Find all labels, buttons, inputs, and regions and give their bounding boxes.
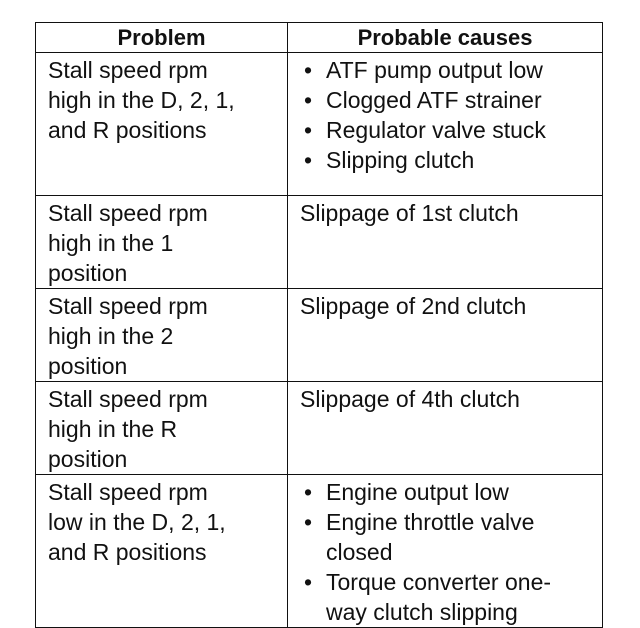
causes-cell — [288, 196, 603, 289]
bullet-icon: • — [304, 57, 313, 83]
problem-line: position — [48, 353, 128, 379]
problem-line: high in the R — [48, 416, 178, 442]
cause-item — [300, 85, 602, 115]
problem-text — [36, 53, 287, 145]
problem-text — [36, 382, 287, 474]
problem-line: and R positions — [48, 539, 207, 565]
bullet-icon: • — [304, 569, 313, 595]
table-row — [36, 289, 603, 382]
causes-list — [288, 53, 602, 175]
cause-line: Engine output low — [326, 479, 509, 505]
cause-item — [300, 115, 602, 145]
cause-line: ATF pump output low — [326, 57, 543, 83]
cause-line: Regulator valve stuck — [326, 117, 546, 143]
table-row — [36, 475, 603, 628]
problem-line: high in the D, 2, 1, — [48, 87, 235, 113]
causes-cell — [288, 53, 603, 196]
troubleshooting-table — [35, 22, 603, 628]
cause-item — [300, 507, 602, 567]
problem-line: Stall speed rpm — [48, 293, 208, 319]
cause-item — [300, 145, 602, 175]
problem-line: Stall speed rpm — [48, 479, 208, 505]
table-row — [36, 53, 603, 196]
problem-line: and R positions — [48, 117, 207, 143]
header-probable-causes: Probable causes — [288, 23, 603, 53]
cause-line: Engine throttle valve — [326, 509, 535, 535]
causes-cell — [288, 382, 603, 475]
problem-line: position — [48, 260, 128, 286]
problem-cell — [36, 382, 288, 475]
causes-list — [288, 475, 602, 627]
bullet-icon: • — [304, 479, 313, 505]
problem-text — [36, 475, 287, 567]
problem-cell — [36, 196, 288, 289]
bullet-icon: • — [304, 117, 313, 143]
problem-line: Stall speed rpm — [48, 386, 208, 412]
problem-cell — [36, 53, 288, 196]
problem-cell — [36, 475, 288, 628]
header-problem: Problem — [36, 23, 288, 53]
header-row — [36, 23, 603, 53]
bullet-icon: • — [304, 509, 313, 535]
cause-line: closed — [326, 539, 393, 565]
problem-line: low in the D, 2, 1, — [48, 509, 226, 535]
cause-text: Slippage of 2nd clutch — [300, 293, 527, 319]
cause-item — [300, 567, 602, 627]
problem-line: high in the 1 — [48, 230, 174, 256]
cause-line: Slipping clutch — [326, 147, 475, 173]
causes-cell — [288, 289, 603, 382]
table-row — [36, 382, 603, 475]
table-row — [36, 196, 603, 289]
cause-text: Slippage of 1st clutch — [300, 200, 519, 226]
problem-text — [36, 196, 287, 288]
causes-cell — [288, 475, 603, 628]
cause-text: Slippage of 4th clutch — [300, 386, 520, 412]
bullet-icon: • — [304, 147, 313, 173]
problem-line: Stall speed rpm — [48, 200, 208, 226]
cause-line: way clutch slipping — [326, 599, 518, 625]
cause-line: Torque converter one- — [326, 569, 552, 595]
problem-line: high in the 2 — [48, 323, 174, 349]
bullet-icon: • — [304, 87, 313, 113]
problem-line: Stall speed rpm — [48, 57, 208, 83]
problem-cell — [36, 289, 288, 382]
cause-line: Clogged ATF strainer — [326, 87, 542, 113]
cause-item — [300, 55, 602, 85]
cause-item — [300, 477, 602, 507]
problem-line: position — [48, 446, 128, 472]
problem-text — [36, 289, 287, 381]
